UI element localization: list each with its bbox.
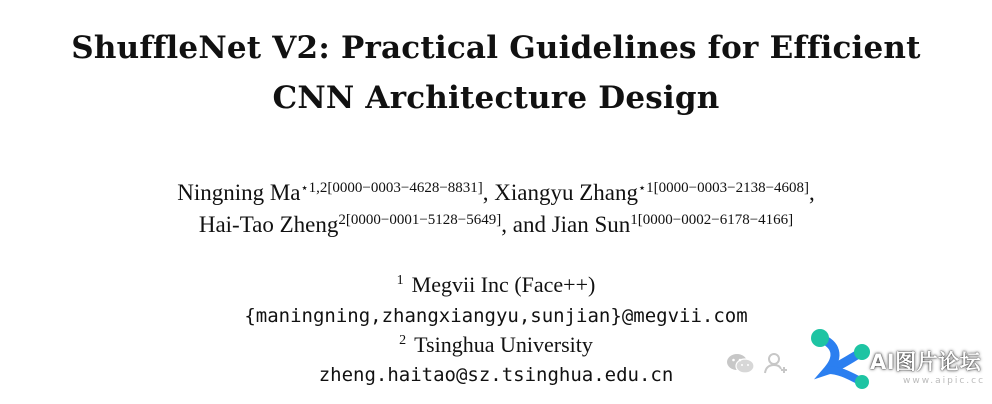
- watermark-url: www.aipic.cc: [903, 376, 986, 386]
- author-superscript: ⋆1,2[0000−0003−4628−8831]: [300, 180, 483, 196]
- affiliation-marker: 1: [396, 273, 404, 288]
- author-name: Jian Sun: [551, 212, 631, 237]
- paper-title-line-1: ShuffleNet V2: Practical Guidelines for Efficient: [71, 30, 921, 66]
- affiliation-name: Tsinghua University: [414, 332, 593, 357]
- affiliation-2-email: zheng.haitao@sz.tsinghua.edu.cn: [318, 364, 674, 386]
- wechat-icon: [726, 352, 756, 376]
- author-name: Hai-Tao Zheng: [198, 212, 339, 237]
- author-superscript: 2[0000−0001−5128−5649]: [338, 212, 502, 228]
- affiliation-1: [0, 272, 992, 298]
- author-line-2: Hai-Tao Zheng$^{2[0000-0001-5128-5649]}$, and Jian Sun$^{1[0000-0002-6178-4166]}$: [198, 212, 794, 237]
- author-superscript: ⋆1[0000−0003−2138−4608]: [638, 180, 810, 196]
- watermark-text: AI图片论坛: [870, 350, 982, 374]
- paper-title-line-2: CNN Architecture Design: [272, 80, 720, 116]
- user-icon: [763, 350, 789, 376]
- author-name: Xiangyu Zhang: [494, 180, 639, 205]
- affiliation-marker: 2: [399, 333, 407, 348]
- author-line-1: Ningning $Ma^{⋆1,2[0000-0003-4628-8831]}$, Xiangyu Zhang$^{⋆1[0000-0003-2138-4608]}$,: [177, 180, 815, 205]
- brand-logo-icon: [806, 322, 876, 392]
- affiliation-1-email: {maningning,zhangxiangyu,sunjian}@megvii.com: [244, 305, 748, 327]
- author-superscript: 1[0000−0002−6178−4166]: [630, 212, 794, 228]
- affiliation-name: Megvii Inc (Face++): [411, 272, 596, 297]
- author-name: Ningning Ma: [177, 180, 301, 205]
